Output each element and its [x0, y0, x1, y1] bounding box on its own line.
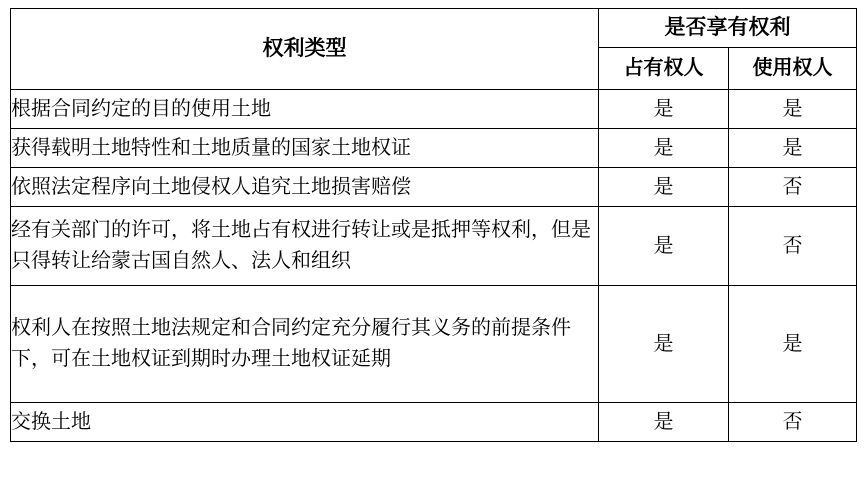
table-header [11, 9, 857, 90]
row-user-cell: 否 [729, 168, 857, 207]
header-possessor: 占有权人 [599, 48, 729, 90]
table-header-row-1 [11, 9, 857, 48]
table-row [11, 90, 857, 129]
table-row [11, 168, 857, 207]
row-user-cell: 是 [729, 286, 857, 403]
row-user-cell: 是 [729, 129, 857, 168]
table-body [11, 90, 857, 442]
row-owner-cell: 是 [599, 90, 729, 129]
header-has-rights: 是否享有权利 [599, 9, 857, 48]
row-owner-cell: 是 [599, 286, 729, 403]
header-user: 使用权人 [729, 48, 857, 90]
row-owner-cell: 是 [599, 168, 729, 207]
row-user-cell: 否 [729, 207, 857, 286]
rights-table [10, 8, 857, 442]
row-type-cell: 交换土地 [11, 403, 599, 442]
row-user-cell: 否 [729, 403, 857, 442]
table-row [11, 403, 857, 442]
row-type-cell: 权利人在按照土地法规定和合同约定充分履行其义务的前提条件下，可在土地权证到期时办理土地权证延期 [11, 286, 599, 403]
table-row [11, 286, 857, 403]
row-type-cell: 获得载明土地特性和土地质量的国家土地权证 [11, 129, 599, 168]
row-type-cell: 根据合同约定的目的使用土地 [11, 90, 599, 129]
row-type-cell: 依照法定程序向土地侵权人追究土地损害赔偿 [11, 168, 599, 207]
header-rights-type: 权利类型 [11, 9, 599, 90]
row-user-cell: 是 [729, 90, 857, 129]
table-row [11, 129, 857, 168]
row-owner-cell: 是 [599, 129, 729, 168]
row-type-cell: 经有关部门的许可，将土地占有权进行转让或是抵押等权利，但是只得转让给蒙古国自然人、法人和组织 [11, 207, 599, 286]
table-row [11, 207, 857, 286]
row-owner-cell: 是 [599, 207, 729, 286]
row-owner-cell: 是 [599, 403, 729, 442]
